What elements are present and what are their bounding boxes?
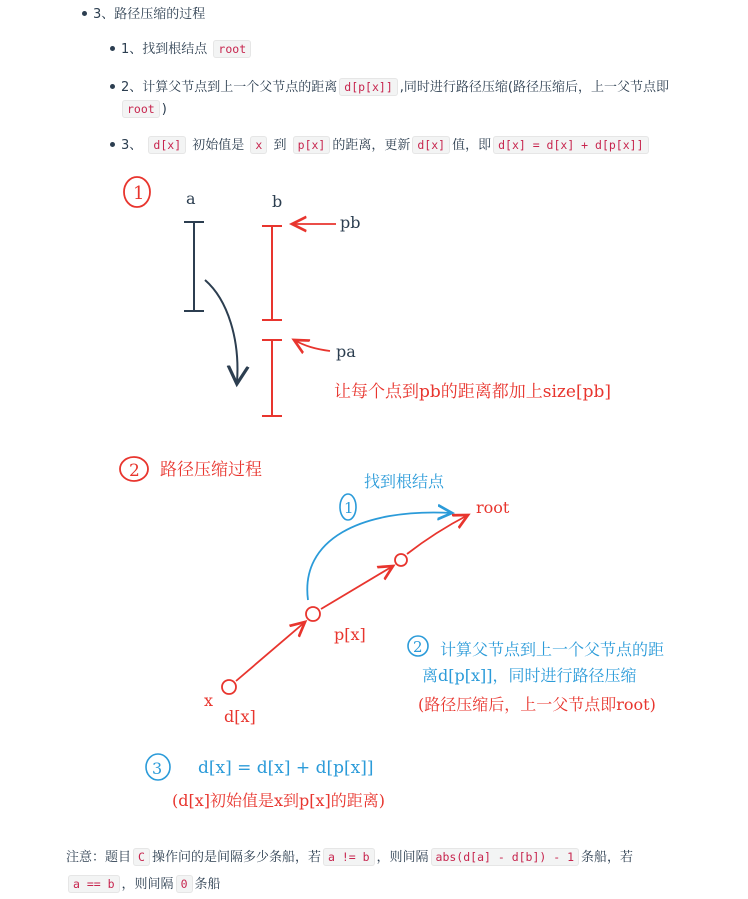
edge-x-px [236,622,305,681]
label-root: root [476,498,510,517]
outline-step2-cont: root ) [120,98,167,121]
edge-ppx-root [407,515,468,554]
step2-line3: (路径压缩后，上一父节点即root) [418,695,656,714]
step1-text: 找到根结点 [364,472,445,491]
node-x [222,680,236,694]
segment-a-moved [262,340,282,416]
pa-arrow [294,340,330,351]
figure1 [124,177,611,416]
move-arrow [205,280,237,382]
code-zero: 0 [176,875,193,893]
code-formula: d[x] = d[x] + d[p[x]] [493,136,648,154]
footer-note: 注意：题目 C 操作问的是间隔多少条船，若 a != b ，则间隔 abs(d[a] - d[b]) - 1 条船，若 a == b ，则间隔 0 条船 [66,850,634,892]
segment-b [262,226,282,320]
step1-number: 1 [344,499,354,517]
step2-line1: 计算父节点到上一个父节点的距 [440,640,665,659]
formula-note: (d[x]初始值是x到p[x]的距离) [172,791,386,810]
outline-step2: 2、计算父节点到上一个父节点的距离 d[p[x]] ,同时进行路径压缩(路径压缩后，上一父节点即 [110,76,669,99]
figure1-number: 1 [133,183,145,204]
node-ppx [395,554,407,566]
node-px [306,607,320,621]
figure2-title: 路径压缩过程 [160,460,262,480]
figure1-caption: 让每个点到pb的距离都加上size[pb] [334,382,611,402]
formula: d[x] = d[x] + d[p[x]] [198,758,374,778]
step2-line2: 离d[p[x]]，同时进行路径压缩 [422,666,637,685]
code-x: x [250,136,267,154]
code-dx-2: d[x] [412,136,450,154]
label-pb: pb [340,213,361,232]
code-root: root [213,40,251,58]
label-dx: d[x] [224,707,256,726]
figure2-number: 2 [129,461,140,481]
code-px: p[x] [293,136,331,154]
code-dppx: d[p[x]] [339,78,397,96]
code-dx: d[x] [148,136,186,154]
label-a: a [186,189,196,208]
label-pa: pa [336,342,356,361]
outline-step3: 3、 d[x] 初始值是 x 到 p[x] 的距离，更新 d[x] 值，即 d[x] = d[x] + d[p[x]] [110,134,651,157]
code-abs: abs(d[a] - d[b]) - 1 [431,848,579,866]
code-c: C [133,848,150,866]
find-root-arrow [307,512,452,600]
code-root-2: root [122,100,160,118]
edge-px-ppx [321,566,393,609]
label-b: b [272,192,283,211]
code-a-neq-b: a != b [323,848,375,866]
code-a-eq-b: a == b [68,875,120,893]
step2-number: 2 [413,638,423,656]
segment-a [184,222,204,311]
label-px: p[x] [334,625,366,644]
outline-step1: 1、找到根结点 root [110,38,253,61]
label-x: x [204,691,214,710]
figure2 [120,457,664,810]
step3-number: 3 [152,759,163,778]
outline-heading: 3、路径压缩的过程 [82,4,205,26]
